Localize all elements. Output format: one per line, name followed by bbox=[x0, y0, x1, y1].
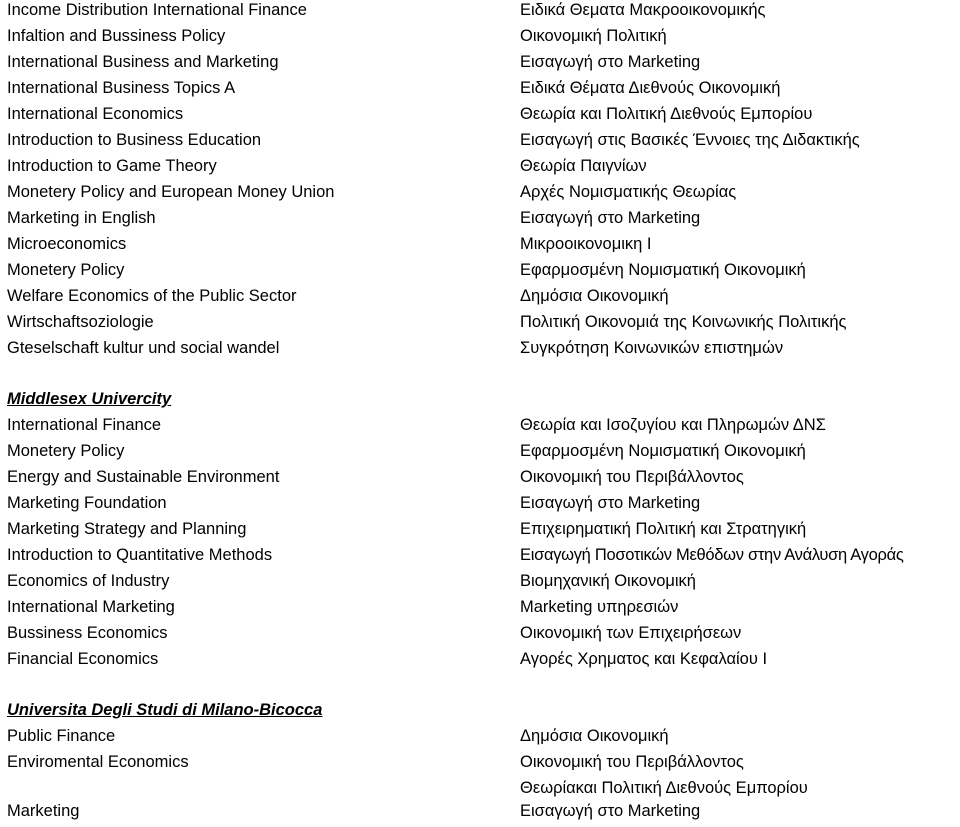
course-original: Economics of Industry bbox=[7, 572, 170, 590]
course-equivalent: Μικροοικονομικη Ι bbox=[520, 235, 652, 253]
course-original: Public Finance bbox=[7, 727, 116, 745]
course-row bbox=[0, 441, 960, 467]
course-original: Infaltion and Bussiness Policy bbox=[7, 27, 226, 45]
course-equivalent: Πολιτική Οικονομιά της Κοινωνικής Πολιτικής bbox=[520, 313, 847, 331]
course-row bbox=[0, 52, 960, 78]
course-original: Financial Economics bbox=[7, 650, 159, 668]
course-original: Introduction to Business Education bbox=[7, 131, 262, 149]
course-equivalent: Οικονομική του Περιβάλλοντος bbox=[520, 753, 744, 771]
course-equivalent: Οικονομική Πολιτική bbox=[520, 27, 667, 45]
course-equivalent: Εισαγωγή στο Marketing bbox=[520, 494, 701, 512]
course-row bbox=[0, 467, 960, 493]
course-row bbox=[0, 208, 960, 234]
course-row bbox=[0, 78, 960, 104]
course-equivalent: Οικονομική των Επιχειρήσεων bbox=[520, 624, 742, 642]
course-row bbox=[0, 104, 960, 130]
course-row bbox=[0, 545, 960, 571]
course-equivalent: Βιομηχανική Οικονομική bbox=[520, 572, 696, 590]
course-original: Energy and Sustainable Environment bbox=[7, 468, 280, 486]
course-equivalent: Εισαγωγή Ποσοτικών Μεθόδων στην Ανάλυση Αγοράς bbox=[520, 546, 904, 564]
course-original: International Economics bbox=[7, 105, 184, 123]
course-equivalent: Επιχειρηματική Πολιτική και Στρατηγική bbox=[520, 520, 807, 538]
course-equivalent: Εισαγωγή στο Marketing bbox=[520, 209, 701, 227]
course-equivalent: Εφαρμοσμένη Νομισματική Οικονομική bbox=[520, 261, 806, 279]
course-equivalent: Θεωρία Παιγνίων bbox=[520, 157, 647, 175]
course-equivalent: Marketing υπηρεσιών bbox=[520, 598, 679, 616]
course-original: Monetery Policy bbox=[7, 442, 125, 460]
course-original: Wirtschaftsoziologie bbox=[7, 313, 154, 331]
course-row bbox=[0, 338, 960, 364]
course-row bbox=[0, 312, 960, 338]
course-original: International Business and Marketing bbox=[7, 53, 279, 71]
course-original: Microeconomics bbox=[7, 235, 127, 253]
course-row bbox=[0, 726, 960, 752]
course-equivalent: Εισαγωγή στις Βασικές Έννοιες της Διδακτικής bbox=[520, 131, 860, 149]
course-original: International Marketing bbox=[7, 598, 175, 616]
course-row bbox=[0, 0, 960, 26]
course-equivalent: Εισαγωγή στο Marketing bbox=[520, 53, 701, 71]
course-original: Marketing bbox=[7, 802, 80, 820]
course-row bbox=[0, 26, 960, 52]
course-row bbox=[0, 493, 960, 519]
course-equivalent: Θεωρία και Ισοζυγίου και Πληρωμών ΔΝΣ bbox=[520, 416, 826, 434]
course-row bbox=[0, 752, 960, 778]
course-original: Income Distribution International Finance bbox=[7, 1, 307, 19]
course-row bbox=[0, 519, 960, 545]
course-original: Monetery Policy bbox=[7, 261, 125, 279]
course-row bbox=[0, 182, 960, 208]
section-heading-row bbox=[0, 389, 960, 415]
course-row bbox=[0, 234, 960, 260]
course-equivalent: Θεωρίακαι Πολιτική Διεθνούς Εμπορίου bbox=[520, 779, 808, 797]
course-original: Monetery Policy and European Money Union bbox=[7, 183, 335, 201]
course-equivalent: Ειδικά Θεματα Μακροοικονομικής bbox=[520, 1, 766, 19]
course-equivalent: Θεωρία και Πολιτική Διεθνούς Εμπορίου bbox=[520, 105, 813, 123]
course-row bbox=[0, 415, 960, 441]
course-equivalent: Ειδικά Θέματα Διεθνούς Οικονομική bbox=[520, 79, 781, 97]
course-original: Gteselschaft kultur und social wandel bbox=[7, 339, 280, 357]
course-equivalent: Δημόσια Οικονομική bbox=[520, 727, 669, 745]
university-heading: Universita Degli Studi di Milano-Bicocca bbox=[7, 701, 323, 719]
course-original: International Finance bbox=[7, 416, 162, 434]
course-original: Enviromental Economics bbox=[7, 753, 189, 771]
course-original: Introduction to Quantitative Methods bbox=[7, 546, 273, 564]
course-original: Introduction to Game Theory bbox=[7, 157, 217, 175]
course-row bbox=[0, 623, 960, 649]
course-original: Marketing Foundation bbox=[7, 494, 167, 512]
course-original: Marketing in English bbox=[7, 209, 156, 227]
course-original: International Business Topics A bbox=[7, 79, 236, 97]
university-heading: Middlesex Univercity bbox=[7, 390, 172, 408]
section-heading-row bbox=[0, 700, 960, 726]
course-equivalent: Συγκρότηση Κοινωνικών επιστημών bbox=[520, 339, 784, 357]
course-row bbox=[0, 597, 960, 623]
course-equivalent: Αγορές Χρηματος και Κεφαλαίου Ι bbox=[520, 650, 768, 668]
course-equivalent: Αρχές Νομισματικής Θεωρίας bbox=[520, 183, 737, 201]
course-row bbox=[0, 286, 960, 312]
course-equivalent: Δημόσια Οικονομική bbox=[520, 287, 669, 305]
course-row bbox=[0, 649, 960, 675]
course-row bbox=[0, 130, 960, 156]
course-original: Bussiness Economics bbox=[7, 624, 168, 642]
course-row bbox=[0, 156, 960, 182]
course-row bbox=[0, 571, 960, 597]
course-equivalent: Οικονομική του Περιβάλλοντος bbox=[520, 468, 744, 486]
course-equivalent: Εισαγωγή στο Marketing bbox=[520, 802, 701, 820]
course-row bbox=[0, 801, 960, 827]
course-original: Marketing Strategy and Planning bbox=[7, 520, 247, 538]
course-original: Welfare Economics of the Public Sector bbox=[7, 287, 297, 305]
course-equivalent: Εφαρμοσμένη Νομισματική Οικονομική bbox=[520, 442, 806, 460]
course-row bbox=[0, 260, 960, 286]
